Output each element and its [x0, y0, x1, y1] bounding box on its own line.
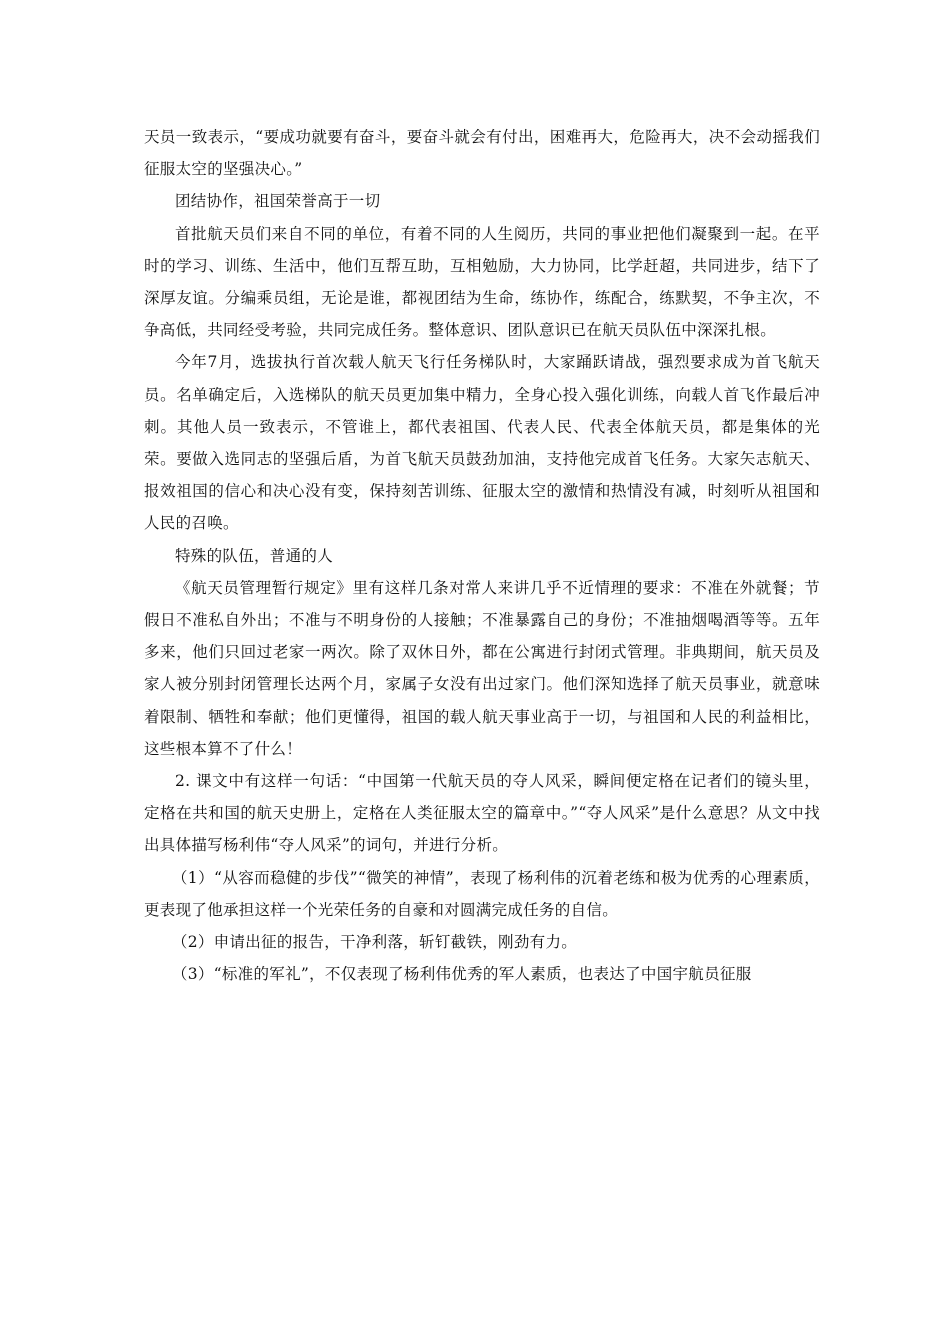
paragraph-regulations: 《航天员管理暂行规定》里有这样几条对常人来讲几乎不近情理的要求：不准在外就餐；节假日不准私自外出；不准与不明身份的人接触；不准暴露自己的身份；不准抽烟喝酒等等。五年多来，他们只回过老家一两次。除了双休日外，都在公寓进行封闭式管理。非典期间，航天员及家人被分别封闭管理长达两个月，家属子女没有出过家门。他们深知选择了航天员事业，就意味着限制、牺牲和奉献；他们更懂得，祖国的载人航天事业高于一切，与祖国和人民的利益相比，这些根本算不了什么！: [144, 578, 820, 758]
paragraph-continuation: 天员一致表示，“要成功就要有奋斗，要奋斗就会有付出，困难再大，危险再大，决不会动摇我们征服太空的坚强决心。”: [144, 128, 820, 179]
paragraph-unity: 首批航天员们来自不同的单位，有着不同的人生阅历，共同的事业把他们凝聚到一起。在平时的学习、训练、生活中，他们互帮互助，互相勉励，大力协同，比学赶超，共同进步，结下了深厚友谊。分编乘员组，无论是谁，都视团结为生命，练协作，练配合，练默契，不争主次，不争高低，共同经受考验，共同完成任务。整体意识、团队意识已在航天员队伍中深深扎根。: [144, 224, 820, 340]
question-2: 2. 课文中有这样一句话：“中国第一代航天员的夺人风采，瞬间便定格在记者们的镜头里，定格在共和国的航天史册上，定格在人类征服太空的篇章中。”“夺人风采”是什么意思？从文中找出具体描写杨利伟“夺人风采”的词句，并进行分析。: [144, 772, 820, 855]
section-heading-special-team: 特殊的队伍，普通的人: [175, 546, 334, 565]
document-body: [144, 121, 820, 990]
answer-item-1: （1）“从容而稳健的步伐”“微笑的神情”，表现了杨利伟的沉着老练和极为优秀的心理素质，更表现了他承担这样一个光荣任务的自豪和对圆满完成任务的自信。: [144, 868, 820, 919]
answer-item-2: （2）申请出征的报告，干净利落，斩钉截铁，刚劲有力。: [171, 933, 578, 952]
answer-item-3: （3）“标准的军礼”，不仅表现了杨利伟优秀的军人素质，也表达了中国宇航员征服: [171, 965, 752, 984]
paragraph-july-selection: 今年7月，选拔执行首次载人航天飞行任务梯队时，大家踊跃请战，强烈要求成为首飞航天员。名单确定后，入选梯队的航天员更加集中精力，全身心投入强化训练，向载人首飞作最后冲刺。其他人员一致表示，不管谁上，都代表祖国、代表人民、代表全体航天员，都是集体的光荣。要做入选同志的坚强后盾，为首飞航天员鼓劲加油，支持他完成首飞任务。大家矢志航天、报效祖国的信心和决心没有变，保持刻苦训练、征服太空的激情和热情没有减，时刻听从祖国和人民的召唤。: [144, 353, 820, 533]
section-heading-unity: 团结协作，祖国荣誉高于一切: [175, 192, 381, 211]
